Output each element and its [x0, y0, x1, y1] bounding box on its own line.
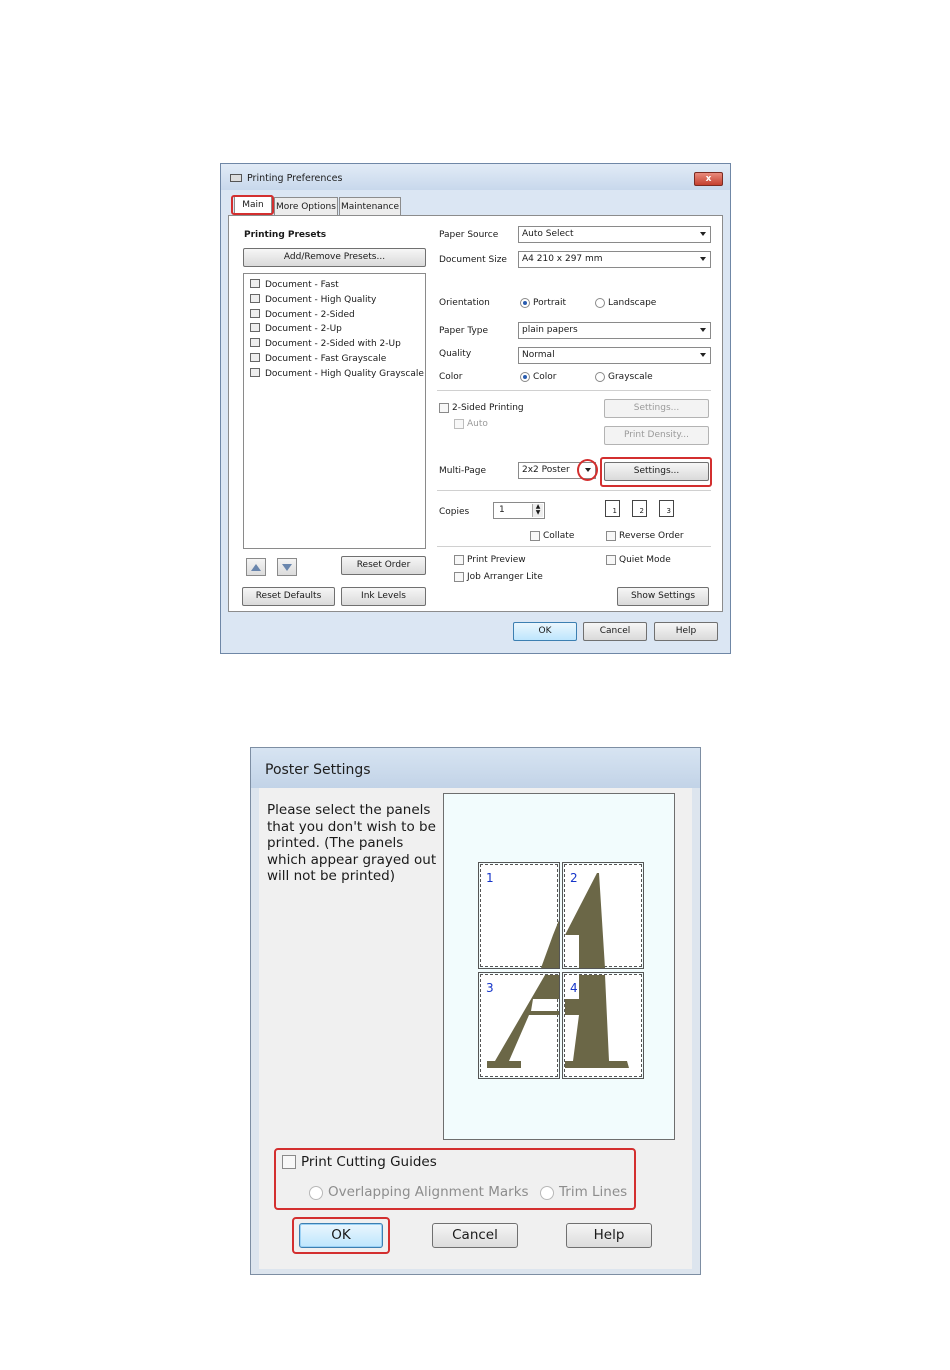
copies-input[interactable]: 1 ▲ ▼	[493, 502, 545, 519]
multi-page-settings-button[interactable]: Settings...	[604, 462, 709, 481]
multi-page-label: Multi-Page	[439, 466, 487, 476]
auto-checkbox[interactable]	[454, 419, 464, 429]
poster-settings-window	[250, 747, 701, 1275]
document-icon	[250, 338, 260, 347]
orientation-label: Orientation	[439, 298, 490, 308]
page-icon: 3	[659, 500, 674, 517]
page-icon: 2	[632, 500, 647, 517]
landscape-label: Landscape	[608, 298, 657, 308]
settings-highlight	[600, 457, 712, 487]
title-bar[interactable]	[221, 164, 730, 190]
reverse-order-label: Reverse Order	[619, 531, 684, 541]
poster-graphic	[481, 865, 559, 968]
document-icon	[250, 323, 260, 332]
list-item[interactable]: Document - Fast	[250, 279, 339, 290]
document-icon	[250, 294, 260, 303]
poster-preview	[443, 793, 675, 1140]
document-icon	[250, 353, 260, 362]
document-size-label: Document Size	[439, 255, 507, 265]
paper-source-label: Paper Source	[439, 230, 499, 240]
window-title: Poster Settings	[265, 762, 371, 778]
show-settings-button[interactable]: Show Settings	[617, 587, 709, 606]
document-icon	[250, 279, 260, 288]
color-label: Color	[439, 372, 463, 382]
poster-panel-3[interactable]: 3	[480, 974, 558, 1077]
print-cutting-guides-checkbox[interactable]	[282, 1155, 296, 1169]
multi-page-select[interactable]: 2x2 Poster	[518, 462, 596, 479]
paper-type-select[interactable]: plain papers	[518, 322, 711, 339]
list-item[interactable]: Document - Fast Grayscale	[250, 353, 386, 364]
divider	[437, 546, 711, 547]
presets-list[interactable]	[243, 273, 426, 549]
poster-graphic	[565, 865, 643, 968]
cancel-button[interactable]: Cancel	[432, 1223, 518, 1248]
overlapping-marks-label: Overlapping Alignment Marks	[328, 1184, 529, 1200]
paper-source-select[interactable]: Auto Select	[518, 226, 711, 243]
color-option-label: Color	[533, 372, 557, 382]
list-item[interactable]: Document - 2-Sided	[250, 309, 355, 320]
two-sided-label: 2-Sided Printing	[452, 403, 524, 413]
chevron-down-icon	[700, 353, 706, 357]
print-cutting-guides-label: Print Cutting Guides	[301, 1154, 437, 1170]
print-preview-checkbox[interactable]	[454, 555, 464, 565]
tab-maintenance[interactable]: Maintenance	[339, 197, 401, 215]
help-button[interactable]: Help	[566, 1223, 652, 1248]
print-preview-label: Print Preview	[467, 555, 526, 565]
arrow-down-icon	[282, 564, 292, 571]
tab-main[interactable]: Main	[234, 195, 272, 216]
list-item[interactable]: Document - High Quality Grayscale	[250, 368, 424, 379]
portrait-label: Portrait	[533, 298, 567, 308]
reset-defaults-button[interactable]: Reset Defaults	[242, 587, 335, 606]
copies-label: Copies	[439, 507, 470, 517]
arrow-up-icon	[251, 564, 261, 571]
list-item[interactable]: Document - High Quality	[250, 294, 376, 305]
document-size-select[interactable]: A4 210 x 297 mm	[518, 251, 711, 268]
printer-icon	[230, 174, 242, 182]
landscape-radio[interactable]	[595, 298, 605, 308]
collate-checkbox[interactable]	[530, 531, 540, 541]
page-icon: 1	[605, 500, 620, 517]
instructions-text: Please select the panels that you don't wish to be printed. (The panels which appear grayed out will not be printed)	[267, 802, 437, 884]
help-button[interactable]: Help	[654, 622, 718, 641]
move-up-button[interactable]	[246, 558, 266, 576]
grayscale-label: Grayscale	[608, 372, 653, 382]
copies-spinner[interactable]: ▲ ▼	[532, 504, 543, 517]
overlapping-marks-radio[interactable]	[309, 1186, 323, 1200]
paper-type-label: Paper Type	[439, 326, 489, 336]
job-arranger-label: Job Arranger Lite	[467, 572, 543, 582]
tab-more-options[interactable]: More Options	[274, 197, 338, 215]
two-sided-checkbox[interactable]	[439, 403, 449, 413]
list-item[interactable]: Document - 2-Sided with 2-Up	[250, 338, 401, 349]
window-title: Printing Preferences	[247, 173, 343, 184]
divider	[437, 490, 711, 491]
divider	[437, 390, 711, 391]
dropdown-highlight	[577, 459, 598, 481]
chevron-down-icon	[700, 232, 706, 236]
auto-label: Auto	[467, 419, 488, 429]
quiet-mode-label: Quiet Mode	[619, 555, 671, 565]
ok-button[interactable]: OK	[299, 1223, 383, 1248]
reset-order-button[interactable]: Reset Order	[341, 556, 426, 575]
poster-panel-2[interactable]: 2	[564, 864, 642, 967]
poster-panel-1[interactable]: 1	[480, 864, 558, 967]
quiet-mode-checkbox[interactable]	[606, 555, 616, 565]
portrait-radio[interactable]	[520, 298, 530, 308]
add-remove-presets-button[interactable]: Add/Remove Presets...	[243, 248, 426, 267]
quality-select[interactable]: Normal	[518, 347, 711, 364]
two-sided-settings-button[interactable]: Settings...	[604, 399, 709, 418]
poster-graphic	[565, 975, 643, 1078]
document-icon	[250, 368, 260, 377]
printing-preferences-window	[220, 163, 731, 654]
move-down-button[interactable]	[277, 558, 297, 576]
title-bar[interactable]	[251, 748, 700, 788]
trim-lines-radio[interactable]	[540, 1186, 554, 1200]
reverse-order-checkbox[interactable]	[606, 531, 616, 541]
trim-lines-label: Trim Lines	[559, 1184, 628, 1200]
grayscale-radio[interactable]	[595, 372, 605, 382]
print-density-button[interactable]: Print Density...	[604, 426, 709, 445]
chevron-down-icon	[700, 257, 706, 261]
document-icon	[250, 309, 260, 318]
poster-panel-4[interactable]: 4	[564, 974, 642, 1077]
presets-heading: Printing Presets	[244, 230, 327, 240]
cancel-button[interactable]: Cancel	[583, 622, 647, 641]
collate-label: Collate	[543, 531, 575, 541]
quality-label: Quality	[439, 349, 472, 359]
color-radio[interactable]	[520, 372, 530, 382]
chevron-down-icon	[700, 328, 706, 332]
ink-levels-button[interactable]: Ink Levels	[341, 587, 426, 606]
close-button[interactable]: x	[694, 172, 723, 186]
list-item[interactable]: Document - 2-Up	[250, 323, 342, 334]
poster-graphic	[481, 975, 559, 1078]
tab-main-highlight	[231, 195, 274, 215]
ok-button[interactable]: OK	[513, 622, 577, 641]
job-arranger-checkbox[interactable]	[454, 572, 464, 582]
